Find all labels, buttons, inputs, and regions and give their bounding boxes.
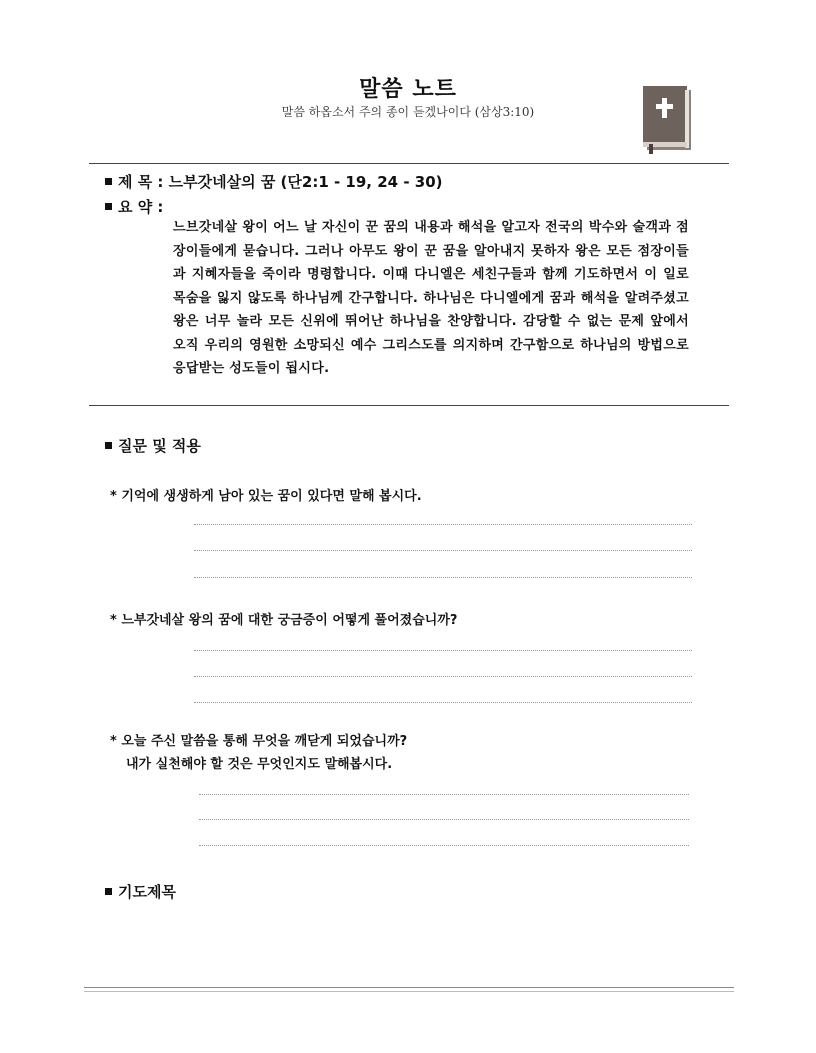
sermon-title-value: 느부갓네살의 꿈 (단2:1 - 19, 24 - 30): [168, 173, 443, 191]
bottom-divider: [84, 987, 734, 992]
answer-line[interactable]: [194, 550, 692, 551]
bible-icon: [641, 84, 693, 154]
question-2: * 느부갓네살 왕의 꿈에 대한 궁금증이 어떻게 풀어졌습니까?: [110, 613, 458, 628]
square-bullet-icon: [105, 442, 112, 449]
answer-line[interactable]: [194, 676, 692, 677]
answer-line[interactable]: [194, 702, 692, 703]
answer-line[interactable]: [194, 650, 692, 651]
prayer-heading: [105, 881, 176, 902]
summary-label: 요 약 :: [118, 198, 164, 216]
prayer-heading-text: 기도제목: [118, 883, 176, 901]
middle-divider: [89, 405, 729, 406]
page-subtitle: 말씀 하옵소서 주의 종이 듣겠나이다 (삼상3:10): [281, 105, 535, 119]
answer-line[interactable]: [199, 819, 689, 820]
page-title: 말씀 노트: [359, 77, 457, 102]
sermon-title-line: [105, 171, 443, 192]
summary-text: 느브갓네살 왕이 어느 날 자신이 꾼 꿈의 내용과 해석을 알고자 전국의 박수와 술객과 점장이들에게 묻습니다. 그러나 아무도 왕이 꾼 꿈을 알아내지 못하자 왕은 모든 점장이들과 지혜자들을 죽이라 명령합니다. 이때 다니엘은 세친구들과 함께 기도하면서 이 일로 목숨을 잃지 않도록 하나님께 간구합니다. 하나님은 다니엘에게 꿈과 해석을 알려주셨고 왕은 너무 놀라 모든 신위에 뛰어난 하나님을 찬양합니다. 감당할 수 없는 문제 앞에서 오직 우리의 영원한 소망되신 예수 그리스도를 의지하며 간구함으로 하나님의 방법으로 응답받는 성도들이 됩시다.: [173, 220, 689, 376]
top-divider: [89, 163, 729, 164]
square-bullet-icon: [105, 203, 112, 210]
question-3-continued: 내가 실천해야 할 것은 무엇인지도 말해봅시다.: [126, 757, 393, 772]
summary-label-line: [105, 196, 163, 217]
answer-line[interactable]: [199, 845, 689, 846]
square-bullet-icon: [105, 178, 112, 185]
question-3: * 오늘 주신 말씀을 통해 무엇을 깨닫게 되었습니까?: [110, 734, 408, 749]
answer-line[interactable]: [199, 794, 689, 795]
question-1: * 기억에 생생하게 남아 있는 꿈이 있다면 말해 봅시다.: [110, 489, 422, 504]
answer-line[interactable]: [194, 524, 692, 525]
questions-heading: [105, 435, 201, 456]
questions-heading-text: 질문 및 적용: [118, 437, 201, 455]
sermon-title-label: 제 목 :: [118, 173, 164, 191]
square-bullet-icon: [105, 888, 112, 895]
answer-line[interactable]: [194, 577, 692, 578]
